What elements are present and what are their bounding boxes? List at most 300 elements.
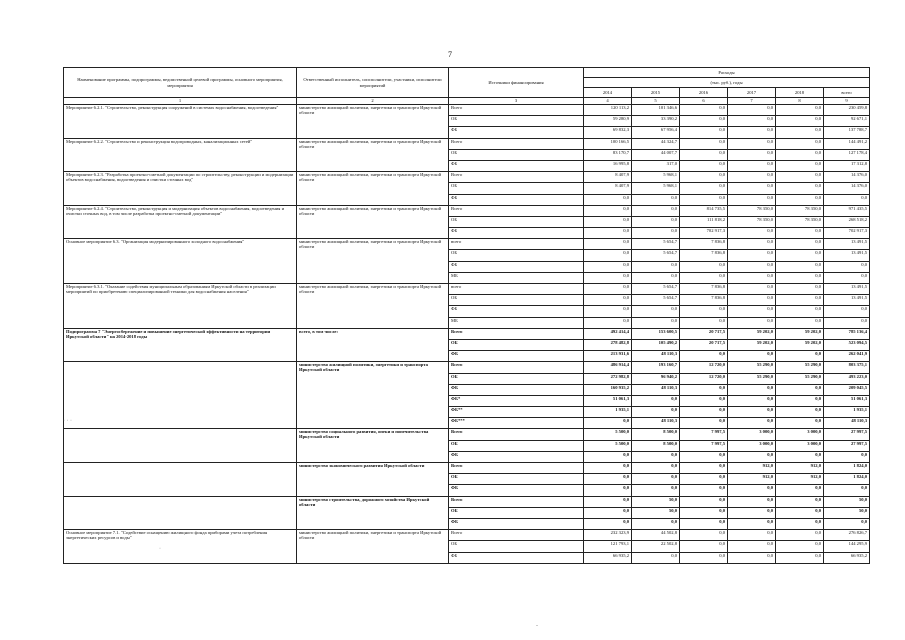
amount-cell: 493 223,0: [824, 373, 870, 384]
amount-cell: 50,0: [632, 507, 680, 518]
amount-cell: 0,0: [680, 306, 728, 317]
funding-source: Всего: [449, 496, 584, 507]
amount-cell: 0,0: [728, 395, 776, 406]
amount-cell: 523 094,5: [824, 339, 870, 350]
responsible-executor: министерство жилищной политики, энергетики и транспорта Иркутской области: [297, 205, 449, 239]
amount-cell: 0,0: [776, 384, 824, 395]
header-year: всего: [824, 88, 870, 98]
amount-cell: 0,0: [824, 451, 870, 462]
amount-cell: 0,0: [680, 149, 728, 160]
amount-cell: 0,0: [776, 306, 824, 317]
amount-cell: 0,0: [632, 518, 680, 529]
responsible-executor: министерство жилищной политики, энергетики и транспорта Иркутской области: [297, 172, 449, 206]
amount-cell: 278 482,8: [584, 339, 632, 350]
funding-source: ОБ: [449, 183, 584, 194]
amount-cell: 912,0: [776, 463, 824, 474]
margin-mark: -: [536, 623, 538, 629]
amount-cell: 8 500,0: [632, 440, 680, 451]
column-index: 1: [64, 98, 297, 105]
amount-cell: 0,0: [680, 194, 728, 205]
funding-source: Всего: [449, 328, 584, 339]
funding-source: ОБ: [449, 440, 584, 451]
amount-cell: 0,0: [584, 474, 632, 485]
item-name: Подпрограмма 7 "Энергосбережение и повышение энергетической эффективности на территории Иркутской области" на 2014-2018 годы: [64, 328, 297, 362]
amount-cell: 5 500,0: [584, 440, 632, 451]
margin-mark: · · ·: [63, 418, 72, 424]
amount-cell: 8 407,9: [584, 172, 632, 183]
amount-cell: 0,0: [728, 138, 776, 149]
amount-cell: 0,0: [776, 149, 824, 160]
amount-cell: 50,0: [632, 496, 680, 507]
amount-cell: 0,0: [728, 127, 776, 138]
amount-cell: 78 350,0: [728, 205, 776, 216]
column-index: 3: [449, 98, 584, 105]
item-name: Мероприятие 6.3.1. "Оказание содействия муниципальным образованиям Иркутской области в реализации мероприятий по приобретению специализированной техники для водоснабжения населения": [64, 284, 297, 329]
amount-cell: 0,0: [584, 485, 632, 496]
amount-cell: 7 836,8: [680, 295, 728, 306]
funding-source: ФБ: [449, 228, 584, 239]
amount-cell: 59 202,0: [728, 339, 776, 350]
amount-cell: 0,0: [632, 317, 680, 328]
amount-cell: 153 600,5: [632, 328, 680, 339]
funding-source: ФБ: [449, 127, 584, 138]
funding-source: ФБ: [449, 306, 584, 317]
table-row: [64, 105, 870, 116]
amount-cell: 268 518,2: [824, 216, 870, 227]
amount-cell: 0,0: [632, 407, 680, 418]
amount-cell: 66 935,2: [584, 552, 632, 563]
column-index: 9: [824, 98, 870, 105]
amount-cell: 0,0: [632, 228, 680, 239]
margin-mark: ·: [159, 546, 161, 552]
responsible-executor: министерство жилищной политики, энергетики и транспорта Иркутской области: [297, 530, 449, 564]
amount-cell: 317,0: [632, 160, 680, 171]
table-row: [64, 328, 870, 339]
funding-source: ОБ: [449, 339, 584, 350]
table-body: [64, 105, 870, 564]
amount-cell: 0,0: [680, 496, 728, 507]
amount-cell: 7 836,8: [680, 250, 728, 261]
funding-source: ФБ: [449, 160, 584, 171]
item-name: Мероприятие 6.2.4. "Строительство, реконструкция и модернизация объектов водоснабжения, водоотведения и очистки сточных вод, в том числе разработка проектно-сметной документации": [64, 205, 297, 239]
responsible-executor: министерство жилищной политики, энергетики и транспорта Иркутской области: [297, 105, 449, 139]
table-row: [64, 530, 870, 541]
funding-source: ОБ: [449, 216, 584, 227]
funding-source: ФБ: [449, 451, 584, 462]
funding-source: ОБ: [449, 149, 584, 160]
amount-cell: 0,0: [728, 351, 776, 362]
table-row: [64, 138, 870, 149]
amount-cell: 0,0: [776, 138, 824, 149]
amount-cell: 3 000,0: [728, 429, 776, 440]
amount-cell: 0,0: [776, 451, 824, 462]
amount-cell: 0,0: [728, 418, 776, 429]
funding-source: ОБ: [449, 507, 584, 518]
amount-cell: 0,0: [680, 183, 728, 194]
amount-cell: 0,0: [776, 105, 824, 116]
amount-cell: 0,0: [728, 496, 776, 507]
amount-cell: 0,0: [632, 485, 680, 496]
item-name: Мероприятие 6.2.1. "Строительство, реконструкция сооружений в системах водоснабжения, водоотведения": [64, 105, 297, 139]
amount-cell: 272 982,8: [584, 373, 632, 384]
amount-cell: 3 000,0: [776, 440, 824, 451]
amount-cell: 8 407,9: [584, 183, 632, 194]
amount-cell: 0,0: [680, 160, 728, 171]
responsible-executor: министерство жилищной политики, энергетики и транспорта Иркутской области: [297, 239, 449, 284]
amount-cell: 912,0: [728, 474, 776, 485]
amount-cell: 7 997,5: [680, 440, 728, 451]
amount-cell: 8 500,0: [632, 429, 680, 440]
amount-cell: 486 914,4: [584, 362, 632, 373]
amount-cell: 1 935,1: [824, 407, 870, 418]
amount-cell: 59 202,0: [728, 328, 776, 339]
amount-cell: 0,0: [776, 272, 824, 283]
amount-cell: 13 491,5: [824, 239, 870, 250]
amount-cell: 83 170,7: [584, 149, 632, 160]
amount-cell: 0,0: [680, 507, 728, 518]
amount-cell: 0,0: [584, 463, 632, 474]
amount-cell: 0,0: [776, 485, 824, 496]
amount-cell: 0,0: [728, 317, 776, 328]
funding-source: Всего: [449, 530, 584, 541]
amount-cell: 120 113,2: [584, 105, 632, 116]
amount-cell: 101 346,6: [632, 105, 680, 116]
amount-cell: 78 350,0: [728, 216, 776, 227]
funding-source: ФБ: [449, 518, 584, 529]
amount-cell: 96 940,2: [632, 373, 680, 384]
funding-source: ФБ*: [449, 395, 584, 406]
amount-cell: 0,0: [824, 272, 870, 283]
amount-cell: 0,0: [584, 216, 632, 227]
item-name: Основное мероприятие 7.1. "Содействие оснащению жилищного фонда приборами учета потребления энергетических ресурсов и воды": [64, 530, 297, 564]
item-name: Основное мероприятие 6.3. "Организация модернизированного холодного водоснабжения": [64, 239, 297, 284]
amount-cell: 44 007,7: [632, 149, 680, 160]
amount-cell: 66 935,2: [824, 552, 870, 563]
table-row: [64, 205, 870, 216]
amount-cell: 0,0: [776, 160, 824, 171]
amount-cell: 0,0: [632, 474, 680, 485]
amount-cell: 17 312,8: [824, 160, 870, 171]
amount-cell: 0,0: [728, 261, 776, 272]
amount-cell: 0,0: [632, 194, 680, 205]
amount-cell: 48 110,3: [632, 418, 680, 429]
amount-cell: 14 376,0: [824, 172, 870, 183]
funding-source: ФБ: [449, 552, 584, 563]
responsible-executor: министерство жилищной политики, энергетики и транспорта Иркутской области: [297, 362, 449, 429]
amount-cell: 0,0: [824, 317, 870, 328]
amount-cell: 0,0: [728, 407, 776, 418]
table-row: [64, 239, 870, 250]
item-name: [64, 429, 297, 463]
amount-cell: 971 435,5: [824, 205, 870, 216]
amount-cell: 262 041,9: [824, 351, 870, 362]
amount-cell: 20 717,5: [680, 328, 728, 339]
amount-cell: 0,0: [584, 317, 632, 328]
item-name: [64, 463, 297, 497]
amount-cell: 44 502,8: [632, 530, 680, 541]
amount-cell: 0,0: [728, 105, 776, 116]
funding-source: ОБ: [449, 116, 584, 127]
amount-cell: 0,0: [680, 127, 728, 138]
amount-cell: 0,0: [584, 272, 632, 283]
header-year: 2015: [632, 88, 680, 98]
amount-cell: 16 995,8: [584, 160, 632, 171]
table-row: [64, 172, 870, 183]
amount-cell: 0,0: [584, 306, 632, 317]
funding-source: МБ: [449, 317, 584, 328]
amount-cell: 160 935,2: [584, 384, 632, 395]
amount-cell: 0,0: [680, 485, 728, 496]
amount-cell: 0,0: [584, 194, 632, 205]
amount-cell: 0,0: [632, 395, 680, 406]
amount-cell: 0,0: [680, 474, 728, 485]
funding-source: ОБ: [449, 250, 584, 261]
amount-cell: 50,0: [824, 496, 870, 507]
amount-cell: 0,0: [584, 239, 632, 250]
amount-cell: 0,0: [728, 116, 776, 127]
amount-cell: 912,0: [728, 463, 776, 474]
amount-cell: 0,0: [632, 552, 680, 563]
item-name: [64, 362, 297, 429]
amount-cell: 0,0: [680, 172, 728, 183]
amount-cell: 0,0: [632, 463, 680, 474]
amount-cell: 33 390,2: [632, 116, 680, 127]
header-responsible: Ответственный исполнитель, соисполнители, участники, исполнители мероприятий: [297, 68, 449, 98]
amount-cell: 0,0: [680, 261, 728, 272]
amount-cell: 0,0: [776, 116, 824, 127]
amount-cell: 50,0: [824, 507, 870, 518]
amount-cell: 0,0: [680, 541, 728, 552]
amount-cell: 127 178,4: [824, 149, 870, 160]
amount-cell: 5 654,7: [632, 239, 680, 250]
item-name: Мероприятие 6.2.3. "Разработка проектно-сметной документации по строительству, реконструкции и модернизации объектов водоснабжения, водоотведения и очистки сточных вод": [64, 172, 297, 206]
amount-cell: 0,0: [824, 261, 870, 272]
amount-cell: 1 824,0: [824, 474, 870, 485]
amount-cell: 0,0: [584, 451, 632, 462]
header-year: 2018: [776, 88, 824, 98]
amount-cell: 814 735,5: [680, 205, 728, 216]
header-year: 2016: [680, 88, 728, 98]
amount-cell: 59 202,0: [776, 339, 824, 350]
amount-cell: 702 917,3: [824, 228, 870, 239]
funding-source: ФБ***: [449, 418, 584, 429]
funding-source: Всего: [449, 362, 584, 373]
funding-source: Всего: [449, 105, 584, 116]
amount-cell: 0,0: [728, 384, 776, 395]
amount-cell: 121 793,1: [584, 541, 632, 552]
funding-source: ФБ: [449, 384, 584, 395]
amount-cell: 0,0: [680, 418, 728, 429]
amount-cell: 209 045,5: [824, 384, 870, 395]
funding-source: Всего: [449, 172, 584, 183]
table-row: [64, 429, 870, 440]
funding-source: ОБ: [449, 373, 584, 384]
amount-cell: 144 491,2: [824, 138, 870, 149]
amount-cell: 702 917,3: [680, 228, 728, 239]
amount-cell: 0,0: [680, 530, 728, 541]
amount-cell: 785 136,4: [824, 328, 870, 339]
column-index: 2: [297, 98, 449, 105]
funding-source: всего: [449, 239, 584, 250]
amount-cell: 20 717,5: [680, 339, 728, 350]
amount-cell: 14 376,0: [824, 183, 870, 194]
header-year: 2014: [584, 88, 632, 98]
amount-cell: 0,0: [728, 541, 776, 552]
amount-cell: 0,0: [776, 295, 824, 306]
amount-cell: 1 824,0: [824, 463, 870, 474]
amount-cell: 105 490,2: [632, 339, 680, 350]
amount-cell: 51 061,3: [584, 395, 632, 406]
amount-cell: 0,0: [728, 530, 776, 541]
amount-cell: 7 836,8: [680, 239, 728, 250]
amount-cell: 0,0: [680, 463, 728, 474]
amount-cell: 492 414,4: [584, 328, 632, 339]
amount-cell: 48 110,3: [632, 351, 680, 362]
responsible-executor: министерство социального развития, опеки и попечительства Иркутской области: [297, 429, 449, 463]
amount-cell: 78 350,0: [776, 216, 824, 227]
amount-cell: 13 491,5: [824, 295, 870, 306]
amount-cell: 51 061,3: [824, 395, 870, 406]
responsible-executor: всего, в том числе:: [297, 328, 449, 362]
funding-source: ФБ: [449, 485, 584, 496]
amount-cell: 0,0: [680, 407, 728, 418]
amount-cell: 13 491,5: [824, 284, 870, 295]
amount-cell: 0,0: [776, 250, 824, 261]
amount-cell: 1 935,1: [584, 407, 632, 418]
amount-cell: 144 295,9: [824, 541, 870, 552]
funding-source: Всего: [449, 205, 584, 216]
funding-source: ОБ: [449, 295, 584, 306]
amount-cell: 44 324,7: [632, 138, 680, 149]
amount-cell: 0,0: [728, 149, 776, 160]
funding-source: ФБ**: [449, 407, 584, 418]
header-expenses: Расходы: [584, 68, 870, 78]
amount-cell: 0,0: [584, 250, 632, 261]
funding-source: ФБ: [449, 194, 584, 205]
amount-cell: 0,0: [776, 172, 824, 183]
amount-cell: 0,0: [776, 418, 824, 429]
amount-cell: 0,0: [776, 395, 824, 406]
amount-cell: 92 671,1: [824, 116, 870, 127]
column-index-row: [64, 98, 870, 105]
amount-cell: 230 459,8: [824, 105, 870, 116]
amount-cell: 0,0: [584, 295, 632, 306]
amount-cell: 0,0: [680, 518, 728, 529]
amount-cell: 0,0: [680, 138, 728, 149]
header-row: [64, 68, 870, 78]
amount-cell: 7 997,5: [680, 429, 728, 440]
responsible-executor: министерство жилищной политики, энергетики и транспорта Иркутской области: [297, 138, 449, 172]
amount-cell: 5 654,7: [632, 295, 680, 306]
amount-cell: 55 290,0: [776, 373, 824, 384]
amount-cell: 0,0: [776, 317, 824, 328]
amount-cell: 0,0: [728, 306, 776, 317]
amount-cell: 0,0: [776, 127, 824, 138]
amount-cell: 0,0: [776, 552, 824, 563]
amount-cell: 0,0: [728, 552, 776, 563]
amount-cell: 0,0: [584, 496, 632, 507]
amount-cell: 0,0: [728, 172, 776, 183]
amount-cell: 111 818,2: [680, 216, 728, 227]
table-row: [64, 463, 870, 474]
amount-cell: 69 832,3: [584, 127, 632, 138]
amount-cell: 0,0: [776, 239, 824, 250]
amount-cell: 55 290,0: [776, 362, 824, 373]
amount-cell: 912,0: [776, 474, 824, 485]
amount-cell: 0,0: [680, 451, 728, 462]
funding-source: Всего: [449, 463, 584, 474]
amount-cell: 0,0: [728, 507, 776, 518]
amount-cell: 0,0: [584, 507, 632, 518]
funding-source: ФБ: [449, 351, 584, 362]
funding-source: Всего: [449, 138, 584, 149]
amount-cell: 0,0: [824, 306, 870, 317]
amount-cell: 7 836,8: [680, 284, 728, 295]
item-name: Мероприятие 6.2.2. "Строительство и реконструкция водопроводных, канализационных сетей": [64, 138, 297, 172]
column-index: 4: [584, 98, 632, 105]
amount-cell: 0,0: [728, 228, 776, 239]
header-year: 2017: [728, 88, 776, 98]
amount-cell: 27 997,5: [824, 440, 870, 451]
amount-cell: 0,0: [776, 194, 824, 205]
item-name: [64, 496, 297, 530]
amount-cell: 0,0: [584, 518, 632, 529]
amount-cell: 22 502,8: [632, 541, 680, 552]
amount-cell: 0,0: [776, 351, 824, 362]
amount-cell: 0,0: [776, 530, 824, 541]
amount-cell: 78 350,0: [776, 205, 824, 216]
amount-cell: 137 788,7: [824, 127, 870, 138]
amount-cell: 232 323,9: [584, 530, 632, 541]
amount-cell: 0,0: [728, 160, 776, 171]
amount-cell: 5 654,7: [632, 250, 680, 261]
amount-cell: 0,0: [728, 284, 776, 295]
funding-source: МБ: [449, 272, 584, 283]
amount-cell: 0,0: [680, 351, 728, 362]
amount-cell: 48 110,3: [824, 418, 870, 429]
amount-cell: 0,0: [680, 105, 728, 116]
amount-cell: 55 290,0: [728, 373, 776, 384]
table-row: [64, 284, 870, 295]
responsible-executor: министерство строительства, дорожного хозяйства Иркутской области: [297, 496, 449, 530]
header-units: (тыс. руб.), годы: [584, 78, 870, 88]
amount-cell: 27 997,5: [824, 429, 870, 440]
amount-cell: 3 000,0: [776, 429, 824, 440]
amount-cell: 5 500,0: [584, 429, 632, 440]
amount-cell: 803 375,1: [824, 362, 870, 373]
column-index: 5: [632, 98, 680, 105]
amount-cell: 0,0: [728, 239, 776, 250]
amount-cell: 276 826,7: [824, 530, 870, 541]
amount-cell: 0,0: [632, 216, 680, 227]
budget-table: [63, 67, 870, 564]
amount-cell: 0,0: [632, 205, 680, 216]
funding-source: ОБ: [449, 474, 584, 485]
amount-cell: 0,0: [680, 116, 728, 127]
amount-cell: 0,0: [728, 183, 776, 194]
amount-cell: 0,0: [824, 518, 870, 529]
amount-cell: 67 956,4: [632, 127, 680, 138]
funding-source: всего: [449, 284, 584, 295]
amount-cell: 3 000,0: [728, 440, 776, 451]
amount-cell: 213 931,6: [584, 351, 632, 362]
amount-cell: 0,0: [776, 518, 824, 529]
amount-cell: 100 166,5: [584, 138, 632, 149]
amount-cell: 0,0: [680, 395, 728, 406]
amount-cell: 0,0: [728, 272, 776, 283]
table-row: [64, 362, 870, 373]
amount-cell: 5 968,1: [632, 172, 680, 183]
